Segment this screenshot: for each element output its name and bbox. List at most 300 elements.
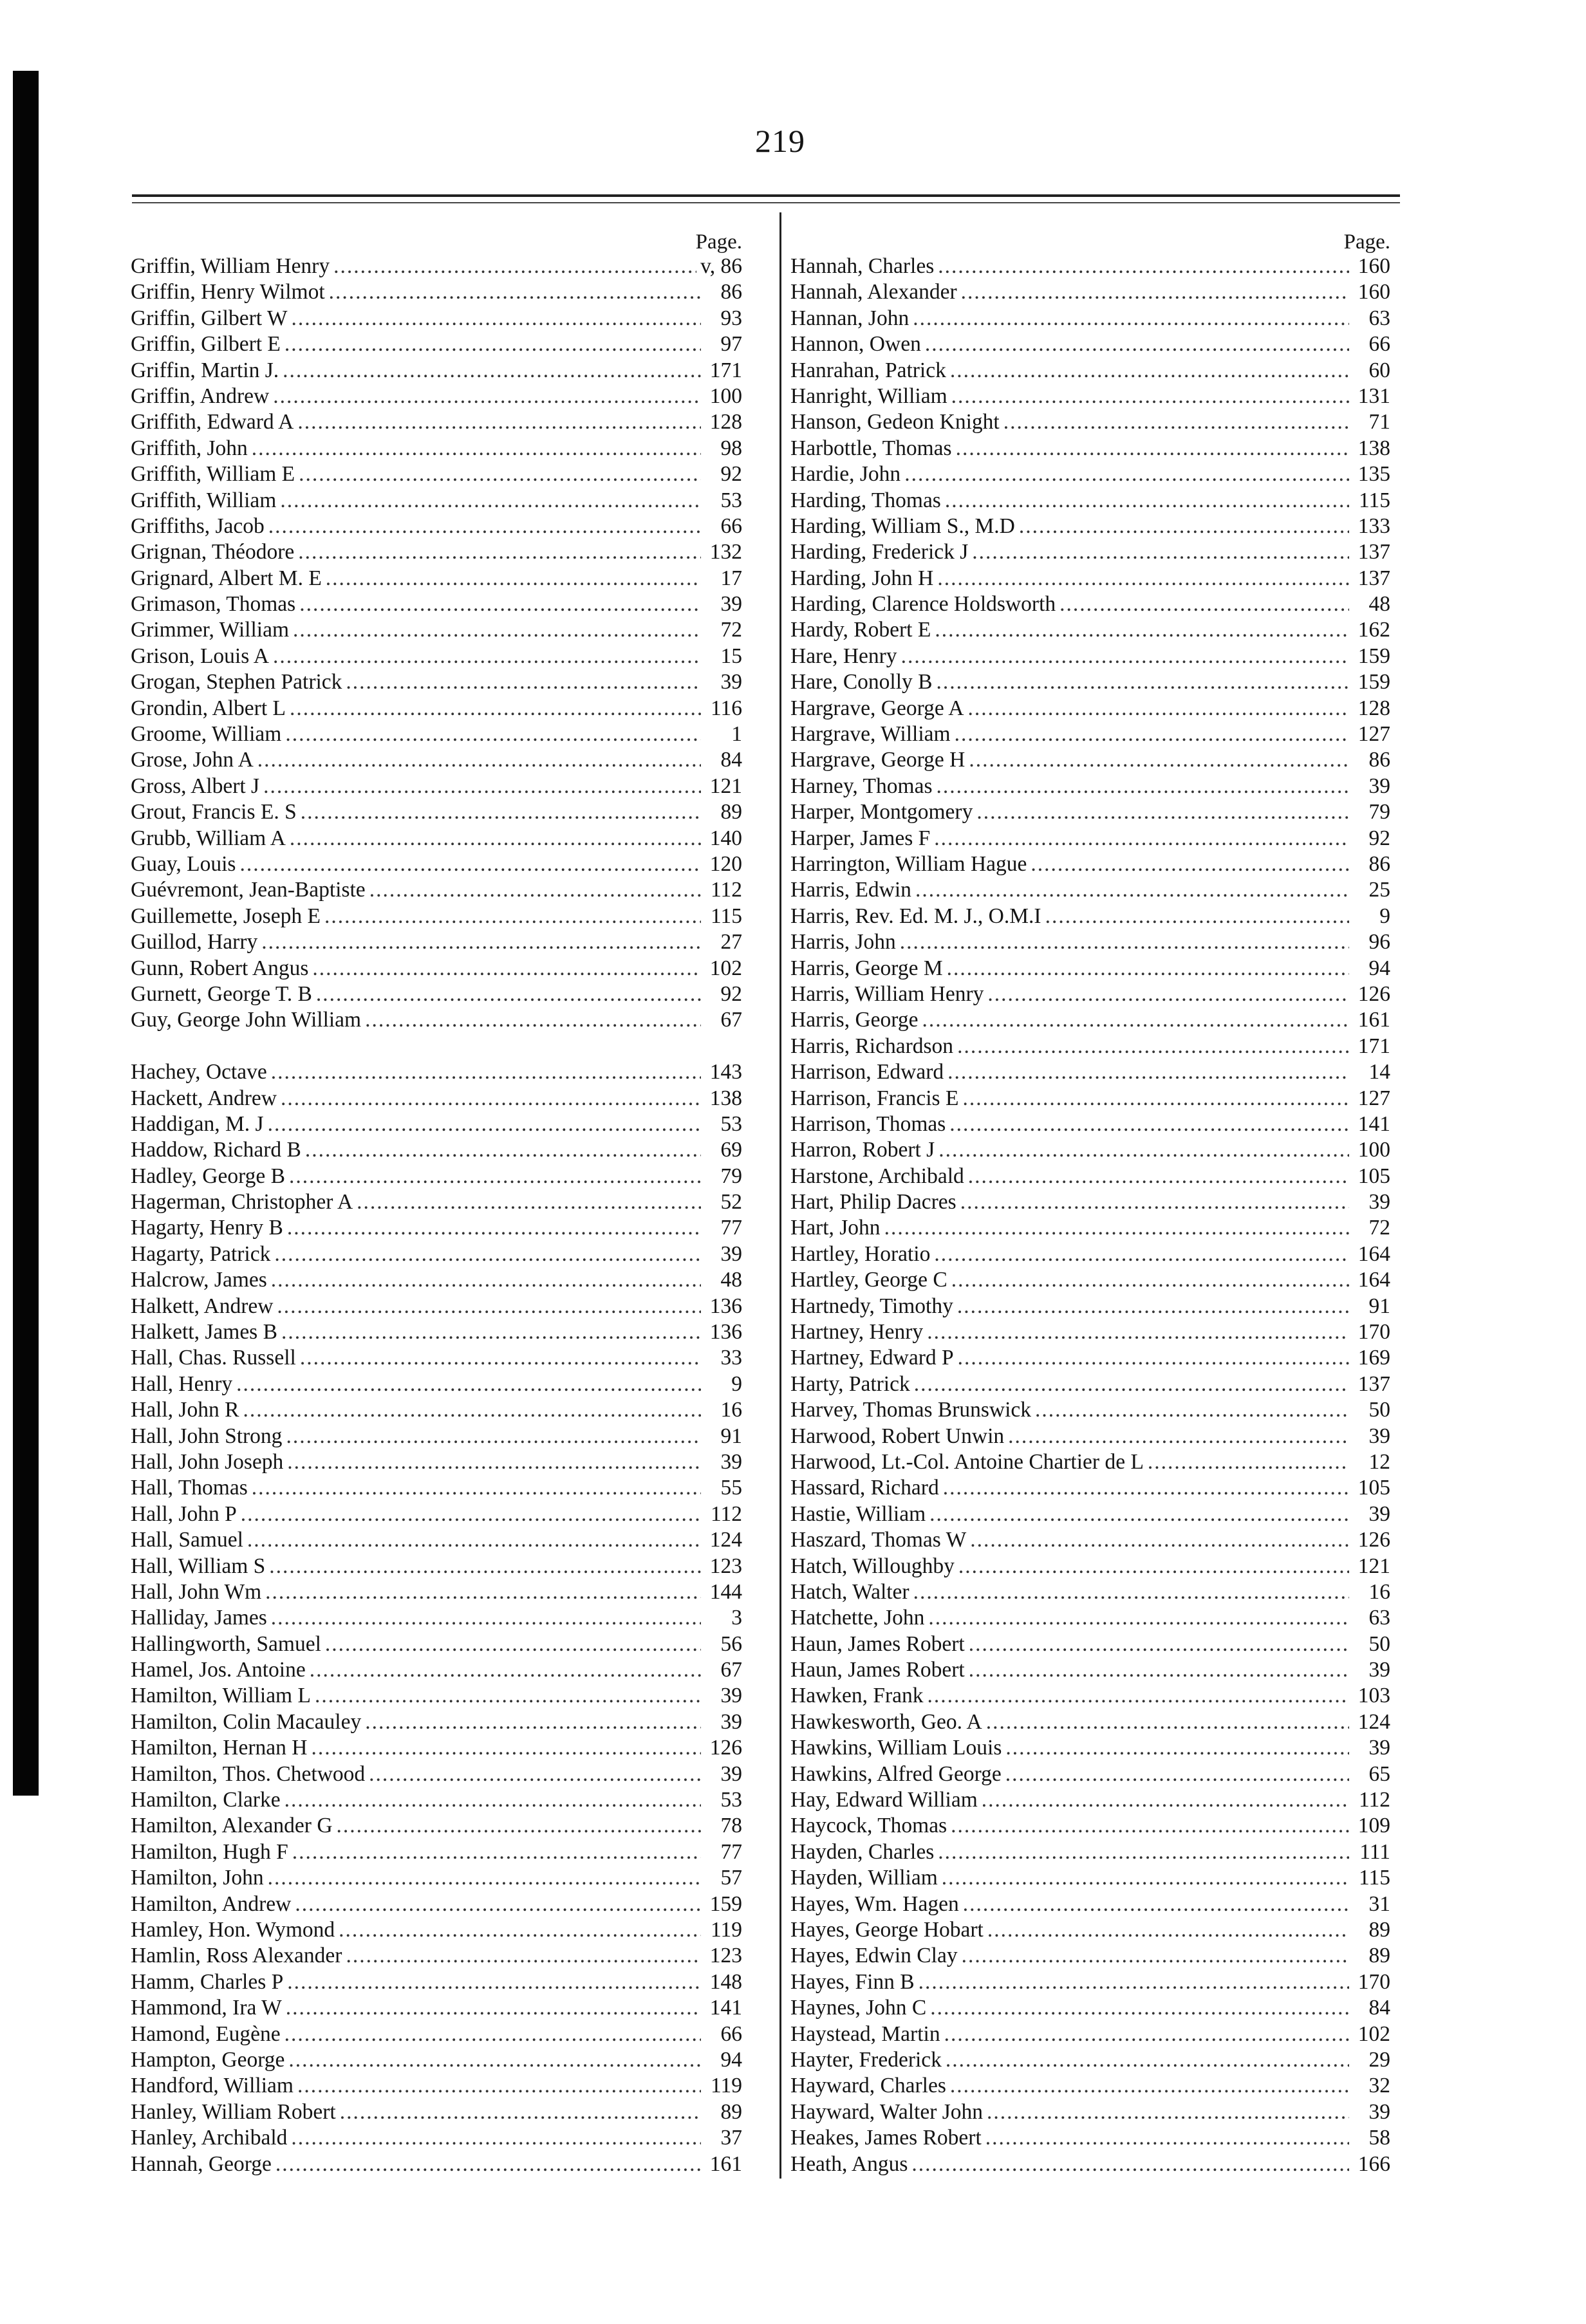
entry-page: 39 xyxy=(720,1449,742,1474)
index-entry xyxy=(131,1943,742,1969)
dot-leader xyxy=(365,1709,701,1735)
entry-name: Handford, William xyxy=(131,2074,294,2098)
entry-page: 39 xyxy=(1368,1424,1390,1448)
entry-name: Harrison, Francis E xyxy=(790,1086,959,1110)
entry-name: Hawkesworth, Geo. A xyxy=(790,1709,982,1734)
dot-leader xyxy=(301,799,701,825)
index-entry xyxy=(790,2152,1390,2177)
entry-page: 56 xyxy=(720,1631,742,1656)
dot-leader xyxy=(963,1892,1349,1917)
index-entry xyxy=(131,306,742,331)
index-entry xyxy=(131,1813,742,1839)
index-entry xyxy=(131,1527,742,1553)
entry-page: 100 xyxy=(1357,1138,1390,1162)
entry-page: 102 xyxy=(1357,2022,1390,2046)
entry-name: Halkett, James B xyxy=(131,1320,277,1344)
index-entry xyxy=(790,1397,1390,1423)
index-entry xyxy=(790,1762,1390,1787)
entry-name: Griffin, Gilbert W xyxy=(131,306,288,330)
dot-leader xyxy=(261,929,701,955)
dot-leader xyxy=(1003,409,1349,435)
index-entry xyxy=(131,566,742,591)
index-entry xyxy=(131,358,742,384)
entry-page: 135 xyxy=(1357,462,1390,487)
page-number: 219 xyxy=(755,123,805,159)
index-entry xyxy=(131,1267,742,1293)
index-entry xyxy=(131,956,742,981)
entry-page: 37 xyxy=(720,2126,742,2150)
index-entry xyxy=(790,461,1390,487)
index-entry xyxy=(131,461,742,487)
entry-page: 14 xyxy=(1368,1060,1390,1084)
dot-leader xyxy=(326,566,701,591)
index-entry xyxy=(131,747,742,773)
dot-leader xyxy=(299,591,701,617)
index-entry xyxy=(131,2022,742,2047)
entry-name: Hartney, Henry xyxy=(790,1320,924,1344)
entry-name: Hamley, Hon. Wymond xyxy=(131,1918,335,1942)
entry-name: Hall, Samuel xyxy=(131,1528,243,1552)
entry-page: 53 xyxy=(720,1788,742,1812)
index-entry xyxy=(790,1111,1390,1137)
index-entry xyxy=(131,1059,742,1085)
index-entry xyxy=(790,1657,1390,1683)
index-entry xyxy=(790,1554,1390,1579)
entry-name: Grimmer, William xyxy=(131,618,290,642)
dot-leader xyxy=(236,1371,701,1397)
left-page-header: Page. xyxy=(695,230,742,254)
entry-page: 109 xyxy=(1357,1814,1390,1838)
entry-name: Hall, William S xyxy=(131,1554,266,1578)
entry-name: Harron, Robert J xyxy=(790,1138,935,1162)
dot-leader xyxy=(951,1813,1349,1839)
dot-leader xyxy=(934,826,1349,851)
dot-leader xyxy=(325,1631,701,1657)
entry-name: Harper, James F xyxy=(790,826,931,850)
entry-page: 144 xyxy=(709,1579,742,1604)
dot-leader xyxy=(914,1371,1349,1397)
entry-page: 119 xyxy=(710,2074,742,2098)
dot-leader xyxy=(346,669,701,695)
entry-page: 137 xyxy=(1357,1371,1390,1396)
dot-leader xyxy=(928,1683,1349,1709)
entry-name: Gross, Albert J xyxy=(131,774,260,798)
entry-name: Hartley, Horatio xyxy=(790,1241,931,1266)
entry-name: Griffin, Henry Wilmot xyxy=(131,280,325,304)
entry-name: Hall, John Joseph xyxy=(131,1449,284,1474)
dot-leader xyxy=(271,1267,701,1293)
index-entry xyxy=(790,1995,1390,2021)
entry-name: Hall, John P xyxy=(131,1501,237,1526)
index-entry xyxy=(790,1917,1390,1943)
entry-page: 116 xyxy=(710,696,742,720)
entry-page: 115 xyxy=(1358,488,1390,512)
dot-leader xyxy=(340,2099,701,2125)
entry-page: 112 xyxy=(710,1501,742,1526)
entry-page: 39 xyxy=(720,592,742,617)
entry-name: Griffith, William E xyxy=(131,462,295,487)
entry-name: Hayden, Charles xyxy=(790,1839,935,1864)
index-entry xyxy=(131,981,742,1007)
dot-leader xyxy=(943,1475,1349,1501)
entry-name: Hamilton, Alexander G xyxy=(131,1814,333,1838)
entry-name: Hamel, Jos. Antoine xyxy=(131,1658,306,1682)
dot-leader xyxy=(357,1189,701,1215)
dot-leader xyxy=(950,2073,1349,2099)
dot-leader xyxy=(967,696,1349,721)
entry-name: Hamilton, William L xyxy=(131,1684,311,1708)
entry-page: 69 xyxy=(720,1138,742,1162)
entry-name: Griffin, Andrew xyxy=(131,384,270,408)
entry-page: 29 xyxy=(1368,2047,1390,2072)
entry-page: 137 xyxy=(1357,566,1390,590)
dot-leader xyxy=(333,254,696,279)
index-entry xyxy=(131,1215,742,1241)
entry-name: Hannah, Alexander xyxy=(790,280,957,304)
index-entry xyxy=(790,1007,1390,1033)
index-entry xyxy=(131,1735,742,1761)
dot-leader xyxy=(1045,904,1349,929)
dot-leader xyxy=(962,1943,1349,1969)
dot-leader xyxy=(285,2022,701,2047)
dot-leader xyxy=(968,1164,1349,1189)
dot-leader xyxy=(337,1813,701,1839)
entry-page: 126 xyxy=(709,1736,742,1760)
entry-page: 60 xyxy=(1368,358,1390,382)
entry-name: Haycock, Thomas xyxy=(790,1814,947,1838)
entry-name: Hartley, George C xyxy=(790,1268,947,1292)
dot-leader xyxy=(287,1969,701,1995)
entry-page: 48 xyxy=(720,1268,742,1292)
dot-leader xyxy=(957,1034,1349,1059)
index-entry xyxy=(131,826,742,851)
index-entry xyxy=(790,488,1390,514)
entry-page: 159 xyxy=(1357,670,1390,694)
dot-leader xyxy=(925,331,1349,357)
dot-leader xyxy=(273,644,701,669)
index-entry xyxy=(131,539,742,565)
entry-page: 48 xyxy=(1368,592,1390,617)
index-entry xyxy=(131,1839,742,1865)
index-entry xyxy=(131,904,742,929)
entry-name: Hayes, Edwin Clay xyxy=(790,1944,958,1968)
entry-page: 93 xyxy=(720,306,742,330)
entry-page: 39 xyxy=(1368,774,1390,798)
entry-name: Hatchette, John xyxy=(790,1606,925,1630)
index-entry xyxy=(790,254,1390,279)
index-entry xyxy=(790,2099,1390,2125)
entry-name: Hannah, Charles xyxy=(790,254,935,278)
dot-leader xyxy=(1005,1762,1349,1787)
entry-name: Grignard, Albert M. E xyxy=(131,566,322,590)
index-entry xyxy=(790,279,1390,305)
dot-leader xyxy=(286,1995,701,2021)
entry-page: 31 xyxy=(1368,1892,1390,1916)
index-entry xyxy=(790,1137,1390,1163)
index-entry xyxy=(790,2073,1390,2099)
index-entry xyxy=(790,1319,1390,1345)
entry-name: Hamm, Charles P xyxy=(131,1969,284,1994)
entry-name: Hatch, Willoughby xyxy=(790,1554,955,1578)
entry-name: Harwood, Robert Unwin xyxy=(790,1424,1005,1448)
entry-page: 131 xyxy=(1357,384,1390,408)
index-entry xyxy=(131,617,742,643)
dot-leader xyxy=(951,384,1349,409)
entry-page: v, 86 xyxy=(700,254,742,278)
dot-leader xyxy=(315,1683,701,1709)
dot-leader xyxy=(1019,514,1349,539)
entry-page: 111 xyxy=(1359,1839,1390,1864)
entry-page: 136 xyxy=(709,1294,742,1318)
dot-leader xyxy=(1008,1424,1349,1449)
index-entry xyxy=(131,1631,742,1657)
entry-name: Harney, Thomas xyxy=(790,774,933,798)
entry-name: Hawken, Frank xyxy=(790,1684,924,1708)
section-gap xyxy=(131,1034,742,1059)
entry-page: 9 xyxy=(1379,904,1390,928)
entry-name: Hatch, Walter xyxy=(790,1579,910,1604)
entry-name: Grimason, Thomas xyxy=(131,592,296,617)
index-entry xyxy=(790,591,1390,617)
index-entry xyxy=(790,826,1390,851)
dot-leader xyxy=(942,1865,1349,1891)
dot-leader xyxy=(961,279,1349,305)
entry-page: 160 xyxy=(1357,280,1390,304)
entry-name: Gurnett, George T. B xyxy=(131,981,312,1006)
dot-leader xyxy=(283,358,701,384)
entry-page: 39 xyxy=(1368,1658,1390,1682)
entry-page: 67 xyxy=(720,1008,742,1032)
dot-leader xyxy=(929,1501,1349,1527)
entry-name: Hammond, Ira W xyxy=(131,1996,282,2020)
entry-page: 161 xyxy=(1357,1008,1390,1032)
dot-leader xyxy=(268,514,701,539)
right-page-header: Page. xyxy=(1343,230,1390,254)
index-entry xyxy=(790,877,1390,903)
entry-name: Harris, George M xyxy=(790,956,943,980)
dot-leader xyxy=(271,1605,701,1631)
entry-name: Haystead, Martin xyxy=(790,2022,940,2046)
entry-page: 12 xyxy=(1368,1449,1390,1474)
index-entry xyxy=(131,851,742,877)
entry-page: 105 xyxy=(1357,1476,1390,1500)
index-entry xyxy=(131,799,742,825)
entry-name: Hanson, Gedeon Knight xyxy=(790,410,1000,434)
index-entry xyxy=(131,774,742,799)
index-entry xyxy=(131,1579,742,1605)
entry-page: 58 xyxy=(1368,2126,1390,2150)
dot-leader xyxy=(369,877,701,903)
entry-page: 112 xyxy=(710,878,742,902)
entry-name: Hamilton, Clarke xyxy=(131,1788,281,1812)
index-entry xyxy=(790,1892,1390,1917)
index-entry xyxy=(131,279,742,305)
dot-leader xyxy=(987,2099,1349,2125)
entry-page: 17 xyxy=(720,566,742,590)
entry-name: Hamilton, Thos. Chetwood xyxy=(131,1762,366,1786)
index-entry xyxy=(790,1371,1390,1397)
dot-leader xyxy=(269,1554,701,1579)
index-entry xyxy=(790,436,1390,461)
entry-page: 66 xyxy=(720,514,742,538)
dot-leader xyxy=(982,1787,1349,1813)
index-entry xyxy=(131,696,742,721)
entry-name: Hayes, Finn B xyxy=(790,1969,915,1994)
dot-leader xyxy=(285,331,701,357)
index-entry xyxy=(790,696,1390,721)
entry-page: 127 xyxy=(1357,722,1390,747)
dot-leader xyxy=(960,1189,1349,1215)
dot-leader xyxy=(969,747,1349,773)
dot-leader xyxy=(949,1111,1349,1137)
entry-page: 123 xyxy=(709,1944,742,1968)
entry-name: Hamilton, Andrew xyxy=(131,1892,292,1916)
entry-name: Hart, Philip Dacres xyxy=(790,1190,956,1214)
entry-name: Hartnedy, Timothy xyxy=(790,1294,953,1318)
entry-name: Guillemette, Joseph E xyxy=(131,904,321,928)
dot-leader xyxy=(970,1527,1349,1553)
entry-page: 170 xyxy=(1357,1320,1390,1344)
index-entry xyxy=(131,1865,742,1891)
dot-leader xyxy=(987,981,1349,1007)
index-entry xyxy=(790,929,1390,955)
dot-leader xyxy=(290,696,701,721)
entry-page: 89 xyxy=(720,2099,742,2124)
entry-name: Hannon, Owen xyxy=(790,332,921,357)
index-entry xyxy=(790,1709,1390,1735)
index-entry xyxy=(131,2073,742,2099)
dot-leader xyxy=(987,1917,1349,1943)
index-entry xyxy=(131,488,742,514)
dot-leader xyxy=(298,539,701,565)
entry-name: Harvey, Thomas Brunswick xyxy=(790,1398,1032,1422)
index-entry xyxy=(131,514,742,539)
index-entry xyxy=(131,2125,742,2151)
index-entry xyxy=(790,566,1390,591)
entry-name: Harding, Frederick J xyxy=(790,540,969,564)
index-entry xyxy=(131,1189,742,1215)
dot-leader xyxy=(972,539,1349,565)
dot-leader xyxy=(915,877,1349,903)
entry-name: Hamilton, Colin Macauley xyxy=(131,1709,362,1734)
entry-name: Guy, George John William xyxy=(131,1008,362,1032)
dot-leader xyxy=(927,1319,1349,1345)
dot-leader xyxy=(310,1657,701,1683)
entry-name: Hayes, Wm. Hagen xyxy=(790,1892,959,1916)
entry-name: Hawkins, Alfred George xyxy=(790,1762,1002,1786)
index-entry xyxy=(131,2047,742,2073)
index-entry xyxy=(131,1164,742,1189)
entry-page: 124 xyxy=(709,1528,742,1552)
index-entry xyxy=(790,747,1390,773)
dot-leader xyxy=(287,1449,701,1475)
entry-page: 39 xyxy=(1368,1190,1390,1214)
entry-name: Hardy, Robert E xyxy=(790,618,931,642)
index-entry xyxy=(131,1892,742,1917)
index-entry xyxy=(790,1943,1390,1969)
entry-name: Hall, Chas. Russell xyxy=(131,1346,296,1370)
entry-page: 50 xyxy=(1368,1398,1390,1422)
entry-page: 92 xyxy=(720,981,742,1006)
dot-leader xyxy=(1059,591,1349,617)
index-entry xyxy=(131,1501,742,1527)
index-entry xyxy=(790,1813,1390,1839)
entry-page: 86 xyxy=(1368,748,1390,772)
entry-page: 124 xyxy=(1357,1709,1390,1734)
index-entry xyxy=(790,2047,1390,2073)
index-entry xyxy=(131,1424,742,1449)
entry-name: Guévremont, Jean-Baptiste xyxy=(131,878,366,902)
entry-name: Harding, William S., M.D xyxy=(790,514,1015,538)
index-entry xyxy=(790,956,1390,981)
dot-leader xyxy=(913,1579,1349,1605)
entry-page: 133 xyxy=(1357,514,1390,538)
entry-name: Hayward, Charles xyxy=(790,2074,946,2098)
entry-page: 115 xyxy=(1358,1866,1390,1890)
dot-leader xyxy=(277,1294,701,1319)
entry-name: Griffith, John xyxy=(131,436,248,460)
entry-page: 32 xyxy=(1368,2074,1390,2098)
entry-name: Groome, William xyxy=(131,722,282,747)
entry-page: 100 xyxy=(709,384,742,408)
entry-page: 16 xyxy=(720,1398,742,1422)
entry-name: Hay, Edward William xyxy=(790,1788,978,1812)
entry-name: Hart, John xyxy=(790,1216,881,1240)
index-entry xyxy=(131,331,742,357)
entry-name: Harrison, Thomas xyxy=(790,1111,946,1136)
entry-page: 9 xyxy=(731,1371,742,1396)
entry-name: Hargrave, George H xyxy=(790,748,966,772)
index-entry xyxy=(131,1241,742,1267)
index-entry xyxy=(131,669,742,695)
index-entry xyxy=(790,904,1390,929)
entry-name: Haddigan, M. J xyxy=(131,1111,264,1136)
entry-page: 162 xyxy=(1357,618,1390,642)
dot-leader xyxy=(1035,1397,1349,1423)
dot-leader xyxy=(268,1865,701,1891)
index-entry xyxy=(790,669,1390,695)
dot-leader xyxy=(243,1397,701,1423)
left-column xyxy=(131,225,742,2177)
index-entry xyxy=(131,384,742,409)
index-entry xyxy=(790,721,1390,747)
entry-page: 105 xyxy=(1357,1164,1390,1188)
dot-leader xyxy=(300,1345,701,1371)
entry-name: Hagarty, Patrick xyxy=(131,1241,271,1266)
entry-page: 159 xyxy=(709,1892,742,1916)
dot-leader xyxy=(956,436,1349,461)
entry-page: 39 xyxy=(1368,1736,1390,1760)
entry-name: Hartney, Edward P xyxy=(790,1346,954,1370)
entry-page: 98 xyxy=(720,436,742,460)
index-entry xyxy=(790,306,1390,331)
entry-name: Grogan, Stephen Patrick xyxy=(131,670,342,694)
entry-name: Harty, Patrick xyxy=(790,1371,910,1396)
entry-name: Gunn, Robert Angus xyxy=(131,956,309,980)
dot-leader xyxy=(252,1475,701,1501)
entry-name: Harris, William Henry xyxy=(790,981,984,1006)
entry-page: 33 xyxy=(720,1346,742,1370)
dot-leader xyxy=(901,644,1349,669)
dot-leader xyxy=(257,747,701,773)
index-entry xyxy=(790,1527,1390,1553)
index-entry xyxy=(790,1267,1390,1293)
dot-leader xyxy=(263,774,701,799)
index-entry xyxy=(790,331,1390,357)
dot-leader xyxy=(274,1241,701,1267)
index-entry xyxy=(131,1917,742,1943)
entry-page: 78 xyxy=(720,1814,742,1838)
